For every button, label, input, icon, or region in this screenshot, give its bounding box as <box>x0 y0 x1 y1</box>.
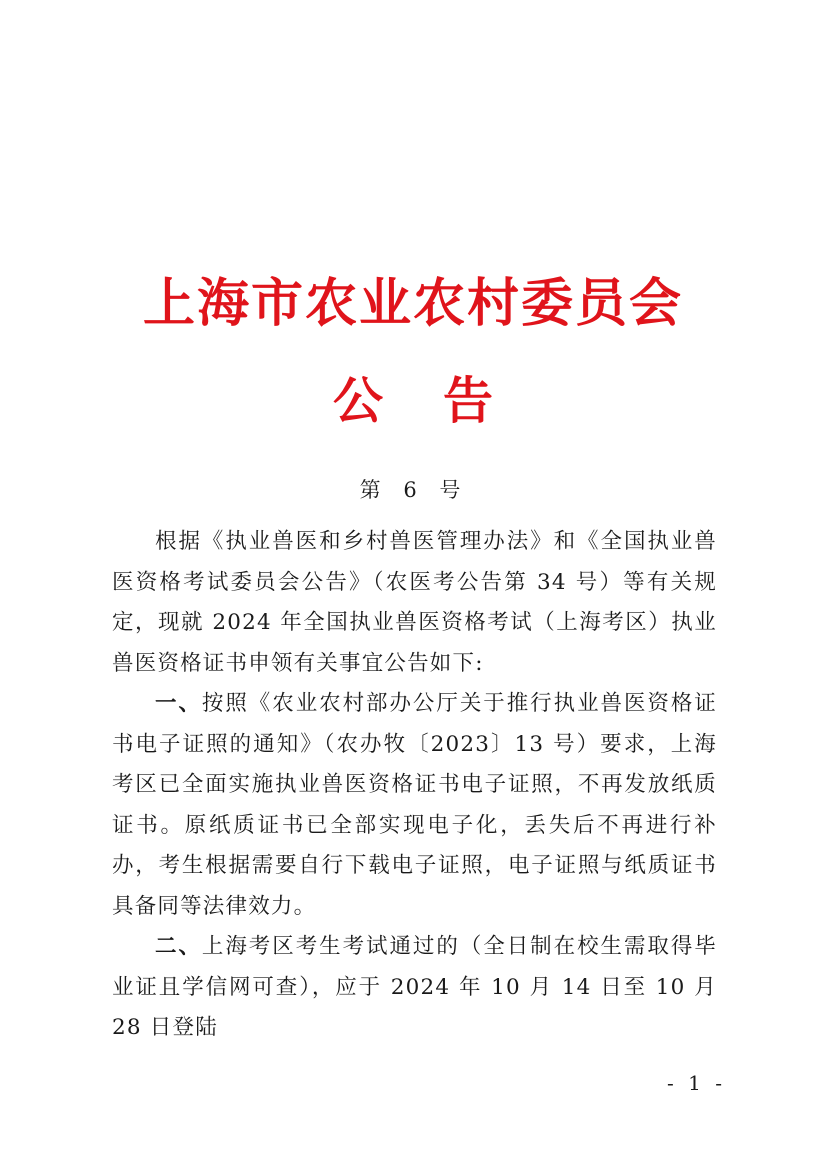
section-2-text: 上海考区考生考试通过的（全日制在校生需取得毕业证且学信网可查），应于 2024 年 10 月 14 日至 10 月 28 日登陆 <box>112 934 718 1040</box>
announcement-body <box>112 522 717 1049</box>
document-number: 第 6 号 <box>359 478 467 502</box>
section-1-text: 按照《农业农村部办公厅关于推行执业兽医资格证书电子证照的通知》（农办牧〔2023〕13 号）要求，上海考区已全面实施执业兽医资格证书电子证照，不再发放纸质证书。原纸质证书已全部实现电子化，丢失后不再进行补办，考生根据需要自行下载电子证照，电子证照与纸质证书具备同等法律效力。 <box>112 691 718 919</box>
section-2-number: 二、 <box>155 934 202 959</box>
intro-paragraph: 根据《执业兽医和乡村兽医管理办法》和《全国执业兽医资格考试委员会公告》（农医考公告第 34 号）等有关规定，现就 2024 年全国执业兽医资格考试（上海考区）执业兽医资格证书申领有关事宜公告如下: <box>112 529 717 676</box>
section-1-number: 一、 <box>155 691 202 716</box>
organization-title: 上海市农业农村委员会 <box>142 273 683 334</box>
section-1-paragraph <box>112 684 717 927</box>
document-type-title: 公告 <box>333 371 553 430</box>
page-number: - 1 - <box>667 1071 726 1095</box>
section-2-paragraph <box>112 927 717 1049</box>
